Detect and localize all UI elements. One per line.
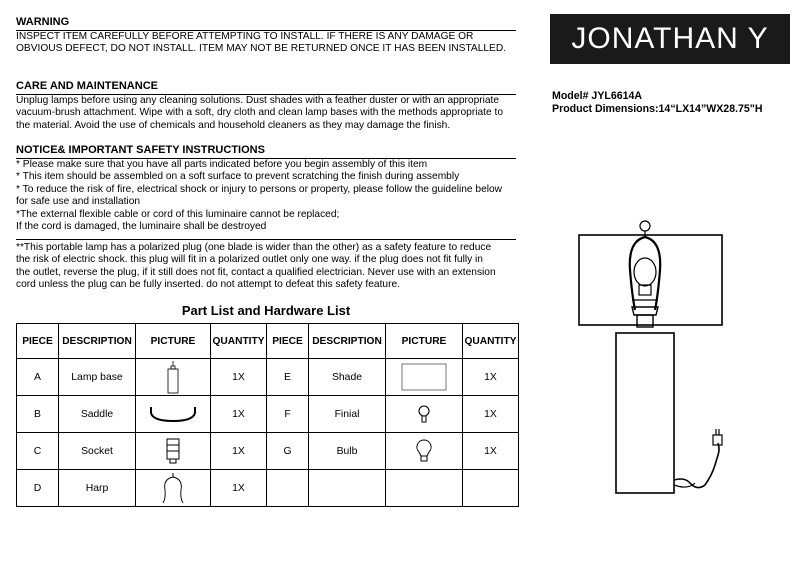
description-cell: Lamp base [59,359,136,396]
description-cell: Saddle [59,396,136,433]
col-header: DESCRIPTION [59,324,136,359]
description-cell [309,470,386,507]
picture-cell [136,396,211,433]
parts-table [16,323,519,507]
picture-cell [386,470,463,507]
quantity-cell: 1X [211,359,267,396]
warning-line: INSPECT ITEM CAREFULLY BEFORE ATTEMPTING TO INSTALL. IF THERE IS ANY DAMAGE OR [16,31,474,42]
bulb-icon [415,438,433,464]
description-cell: Shade [309,359,386,396]
col-header: PIECE [17,324,59,359]
care-line: Unplug lamps before using any cleaning solutions. Dust shades with a feather duster or with an appropriate [16,95,500,106]
warning-line: OBVIOUS DEFECT, DO NOT INSTALL. ITEM MAY NOT BE RETURNED ONCE IT HAS BEEN INSTALLED. [16,43,507,55]
safety-line: * Please make sure that you have all parts indicated before you begin assembly of this item [16,159,428,170]
col-header: QUANTITY [211,324,267,359]
lamp-illustration [570,215,800,565]
col-header: PICTURE [136,324,211,359]
description-cell: Finial [309,396,386,433]
picture-cell [386,396,463,433]
quantity-cell: 1X [211,396,267,433]
brand-logo: JONATHAN Y [550,14,790,64]
col-header: QUANTITY [463,324,519,359]
piece-cell [267,470,309,507]
care-heading: CARE AND MAINTENANCE [16,80,158,92]
picture-cell [136,470,211,507]
table-header-row [17,324,519,359]
description-cell: Bulb [309,433,386,470]
plug-line: the risk of electric shock. this plug will fit in a polarized outlet only one way. if the plug does not fit fully in [16,254,483,266]
care-line: the material. Avoid the use of chemicals and household cleaners as they may damage the finish. [16,119,451,131]
safety-line: * To reduce the risk of fire, electrical shock or injury to persons or property, please follow the guideline below [16,183,503,195]
safety-text [16,159,526,233]
piece-cell: E [267,359,309,396]
table-row [17,396,519,433]
quantity-cell: 1X [211,470,267,507]
model-number: Model# JYL6614A [552,90,643,102]
piece-cell: D [17,470,59,507]
quantity-cell: 1X [463,433,519,470]
col-header: PIECE [267,324,309,359]
col-header: DESCRIPTION [309,324,386,359]
picture-cell [386,433,463,470]
plug-line: the outlet, reverse the plug, if it still does not fit, contact a qualified electrician. Never use with an extension [16,266,496,278]
piece-cell: G [267,433,309,470]
piece-cell: B [17,396,59,433]
parts-title: Part List and Hardware List [181,303,351,318]
saddle-icon [148,403,198,425]
table-row [17,359,519,396]
picture-cell [386,359,463,396]
piece-cell: C [17,433,59,470]
warning-heading: WARNING [16,16,70,28]
quantity-cell [463,470,519,507]
harp-icon [160,472,186,504]
socket-icon [165,437,181,465]
piece-cell: A [17,359,59,396]
shade-icon [401,363,447,391]
safety-line: for safe use and installation [16,196,141,208]
care-text [16,95,526,132]
finial-icon [416,404,432,424]
table-row [17,433,519,470]
quantity-cell: 1X [463,359,519,396]
picture-cell [136,359,211,396]
care-line: vacuum-brush attachment. Wipe with a soft, dry cloth and clean lamp bases with the methods appropriate to [16,107,503,119]
quantity-cell: 1X [211,433,267,470]
picture-cell [136,433,211,470]
description-cell: Harp [59,470,136,507]
plug-text [16,242,526,292]
piece-cell: F [267,396,309,433]
plug-line: cord unless the plug can be fully inserted. do not attempt to defeat this safety feature. [16,279,400,291]
quantity-cell: 1X [463,396,519,433]
plug-rule [16,239,516,240]
safety-line: *The external flexible cable or cord of this luminaire cannot be replaced; [16,208,340,220]
col-header: PICTURE [386,324,463,359]
plug-line: **This portable lamp has a polarized plug (one blade is wider than the other) as a safety feature to reduce [16,242,492,253]
safety-line: * This item should be assembled on a soft surface to prevent scratching the finish during assembly [16,171,460,183]
lamp-base-icon [163,360,183,394]
warning-text [16,31,526,56]
safety-line: If the cord is damaged, the luminaire shall be destroyed [16,221,267,233]
product-dimensions: Product Dimensions:14“LX14”WX28.75"H [552,103,763,115]
description-cell: Socket [59,433,136,470]
safety-heading: NOTICE& IMPORTANT SAFETY INSTRUCTIONS [16,144,265,156]
table-row [17,470,519,507]
